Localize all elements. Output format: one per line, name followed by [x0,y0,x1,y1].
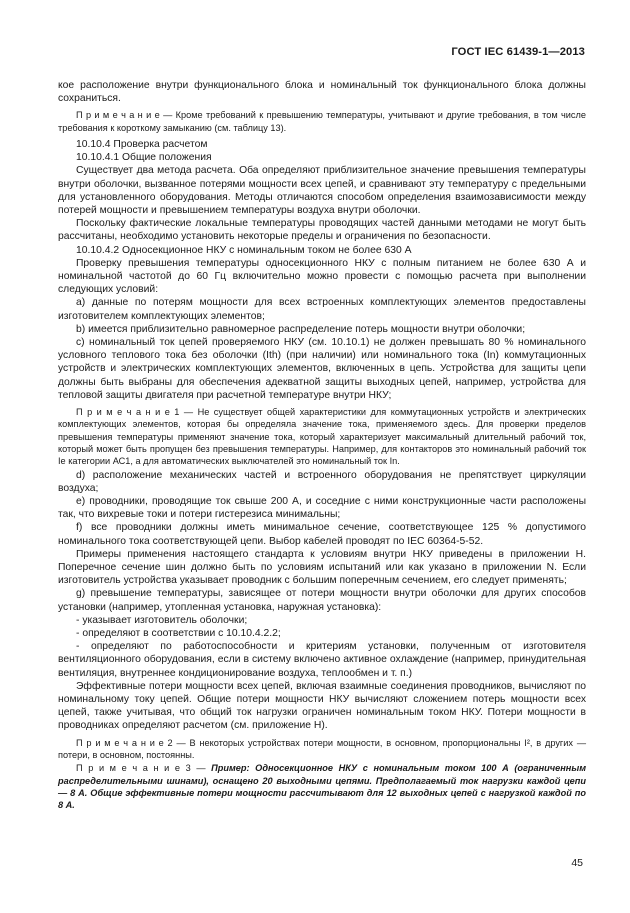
note-dash: — [190,763,212,774]
list-item: a) данные по потерям мощности для всех встроенных комплектующих элементов предоставлены изготовителем комплектующих элементов; [58,297,586,322]
paragraph: Эффективные потери мощности всех цепей, включая взаимные соединения проводников, вычисляют по номинальному току цепей. Общие потери мощности НКУ вычисляют сложением потерь мощности всех цепей, также учитывая, что общий ток нагрузки ограничен номинальным током НКУ. Потери мощности в проводниках определяют расчетом (см. приложение Н). [58,680,586,732]
note-example-text: Пример: Односекционное НКУ с номинальным током 100 А (ограниченным распределительными шинами), оснащено 20 выходными цепями. Предполагаемый ток нагрузки каждой цепи — 8 А. Общие эффективные потери мощности рассчитывают для 12 выходных цепей с нагрузкой каждой по 8 А. [58,763,586,811]
list-item: b) имеется приблизительно равномерное распределение потерь мощности внутри оболочки; [76,323,526,335]
list-item: - определяют по работоспособности и критериям установки, полученным от изготовителя вентиляционного оборудования, если в систему включено активное охлаждение (например, принудительная вентиляция, внутреннее кондиционирование воздуха, теплообмен и т. п.) [58,641,586,679]
list-item: - определяют в соответствии с 10.10.4.2.2; [76,627,281,639]
list-item: e) проводники, проводящие ток свыше 200 А, и соседние с ними конструкционные части расположены так, что вихревые токи и потери гистерезиса минимальны; [58,495,586,521]
note-text: — Кроме требований к превышению температуры, учитывают и другие требования, в том числе требования к короткому замыканию (см. таблицу 13). [58,110,586,133]
note [58,737,586,762]
standard-header: ГОСТ IEC 61439-1—2013 [451,46,585,58]
page-number: 45 [571,857,583,869]
list-item: f) все проводники должны иметь минимальное сечение, соответствующее 125 % допустимого номинального тока соответствующей цепи. Выбор кабелей проводят по IEC 60364-5-52. [58,522,586,547]
paragraph: Поскольку фактические локальные температуры проводящих частей данными методами не могут быть рассчитаны, необходимо установить некоторые пределы и ограничения по безопасности. [58,218,586,243]
list-item: d) расположение механических частей и встроенного оборудования не препятствует циркуляции воздуха; [58,469,586,494]
note-text: — В некоторых устройствах потери мощности, в основном, пропорциональны I², в других — потери, в основном, постоянны. [58,737,587,760]
paragraph: Примеры применения настоящего стандарта к условиям внутри НКУ приведены в приложении Н. Поперечное сечение шин должно быть по условиям испытаний или как указано в приложении N. Если изготовитель устройства указывает проводник с большим поперечным сечением, его следует применять; [58,548,586,587]
note [58,109,586,134]
note [58,406,586,467]
paragraph: Существует два метода расчета. Оба определяют приблизительное значение превышения температуры внутри оболочки, вызванное потерями мощности всех цепей, и сравнивают эту температуру с предельными для установленного оборудования. Методы отличаются способом определения взаимозависимости между потерей мощности и превышением температуры воздуха внутри оболочки. [58,165,586,217]
list-item: g) превышение температуры, зависящее от потери мощности внутри оболочки для других способов установки (например, утопленная установка, наружная установка): [58,588,586,613]
note [58,762,586,811]
section-heading: 10.10.4 Проверка расчетом [76,139,208,150]
list-item: c) номинальный ток цепей проверяемого НКУ (см. 10.10.1) не должен превышать 80 % номинального условного теплового тока без оболочки (Ith) (при наличии) или номинального тока (In) коммутационных устройств и электрических комплектующих элементов, включенных в цепь. Устройства для защиты цепи должны быть выбраны для обеспечения адекватной защиты выходных цепей, например, устройства для тепловой защиты двигателя при расчетной температуре внутри НКУ; [58,337,586,401]
note-label: П р и м е ч а н и е 2 [76,737,173,748]
note-label: П р и м е ч а н и е 1 [76,407,180,418]
section-heading: 10.10.4.2 Односекционное НКУ с номинальным током не более 630 А [76,244,412,256]
page-content [58,79,586,812]
list-item: - указывает изготовитель оболочки; [76,614,248,626]
paragraph: кое расположение внутри функционального блока и номинальный ток функционального блока должны сохраниться. [58,80,586,105]
section-heading: 10.10.4.1 Общие положения [76,152,212,164]
note-label: П р и м е ч а н и е [76,110,160,121]
note-label: П р и м е ч а н и е 3 [76,763,191,774]
paragraph: Проверку превышения температуры односекционного НКУ с полным питанием не более 630 А и номинальной частотой до 60 Гц включительно можно провести с помощью расчета при выполнении следующих условий: [58,257,586,296]
note-text: — Не существует общей характеристики для коммутационных устройств и электрических комплектующих элементов, которая бы определяла значение тока, применяемого здесь. Для проверки пределов превышения температуры применяют значение тока, который характеризует максимальный длительный рабочий ток, который может быть пропущен без превышения температуры. Например, для контакторов это номинальный рабочий ток Ie категории АС1, а для автоматических выключателей это номинальный ток In. [58,407,587,467]
